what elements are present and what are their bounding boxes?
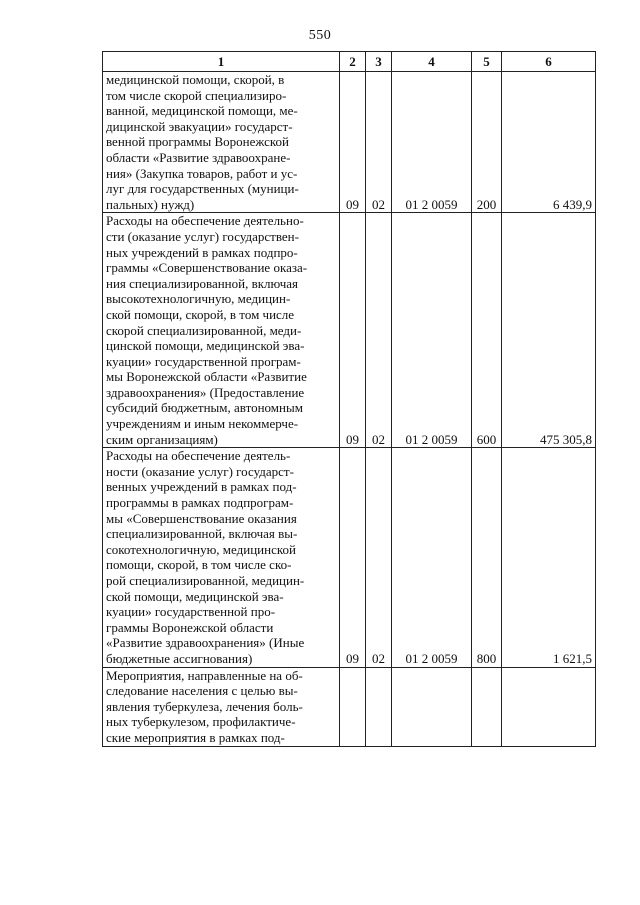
table-header-row [103, 52, 596, 72]
column-header: 3 [366, 52, 392, 72]
description-line: скорой специализированной, меди- [106, 322, 302, 338]
description-line: медицинской помощи, скорой, в [106, 72, 285, 87]
description-line: явления туберкулеза, лечения боль- [106, 698, 303, 714]
description-line: области «Развитие здравоохране- [106, 149, 291, 165]
amount-value [502, 667, 596, 746]
description-line: том числе скорой специализиро- [106, 87, 287, 103]
expense-type-code: 800 [472, 448, 502, 667]
target-article-code: 01 2 0059 [392, 72, 472, 213]
row-description [103, 448, 340, 667]
page-number: 550 [308, 28, 332, 43]
row-description [103, 667, 340, 746]
budget-table [102, 51, 596, 747]
section-code: 09 [340, 448, 366, 667]
table-row [103, 448, 596, 667]
description-line: куации» государственной про- [106, 604, 276, 620]
column-header: 4 [392, 52, 472, 72]
description-line: следование населения с целью вы- [106, 683, 298, 699]
row-description [103, 213, 340, 448]
subsection-code: 02 [366, 448, 392, 667]
description-line: ской помощи, медицинской эва- [106, 588, 284, 604]
description-line: Расходы на обеспечение деятель- [106, 448, 291, 464]
description-line: венной программы Воронежской [106, 134, 289, 150]
description-line: дицинской эвакуации» государст- [106, 118, 293, 134]
description-line: ской помощи, скорой, в том числе [106, 306, 295, 322]
description-line: Мероприятия, направленные на об- [106, 667, 303, 683]
description-line: помощи, скорой, в том числе ско- [106, 557, 292, 573]
description-line: цинской помощи, медицинской эва- [106, 338, 305, 354]
table-row [103, 213, 596, 448]
description-line: граммы Воронежской области [106, 619, 274, 635]
description-line: ванной, медицинской помощи, ме- [106, 103, 298, 119]
description-line: Расходы на обеспечение деятельно- [106, 213, 304, 229]
description-line: граммы «Совершенствование оказа- [106, 260, 308, 276]
description-line: сокотехнологичную, медицинской [106, 541, 296, 557]
target-article-code [392, 667, 472, 746]
expense-type-code [472, 667, 502, 746]
description-line: ским организациям) [106, 431, 218, 447]
description-line: «Развитие здравоохранения» (Иные [106, 635, 305, 651]
subsection-code [366, 667, 392, 746]
table-row [103, 72, 596, 213]
column-header: 1 [103, 52, 340, 72]
description-line: ские мероприятия в рамках под- [106, 729, 285, 745]
subsection-code: 02 [366, 72, 392, 213]
expense-type-code: 600 [472, 213, 502, 448]
description-line: бюджетные ассигнования) [106, 650, 253, 666]
description-line: мы «Совершенствование оказания [106, 510, 297, 526]
description-line: здравоохранения» (Предоставление [106, 384, 305, 400]
section-code: 09 [340, 213, 366, 448]
expense-type-code: 200 [472, 72, 502, 213]
description-line: высокотехнологичную, медицин- [106, 291, 291, 307]
description-line: луг для государственных (муници- [106, 181, 299, 197]
table-row [103, 667, 596, 746]
column-header: 2 [340, 52, 366, 72]
description-line: сти (оказание услуг) государствен- [106, 228, 299, 244]
amount-value: 475 305,8 [502, 213, 596, 448]
amount-value: 6 439,9 [502, 72, 596, 213]
row-description [103, 72, 340, 213]
description-line: рой специализированной, медицин- [106, 573, 305, 588]
description-line: пальных) нужд) [106, 196, 195, 212]
column-header: 6 [502, 52, 596, 72]
description-line: субсидий бюджетным, автономным [106, 400, 303, 416]
description-line: учреждениям и иным некоммерче- [106, 416, 299, 432]
section-code: 09 [340, 72, 366, 213]
column-header: 5 [472, 52, 502, 72]
section-code [340, 667, 366, 746]
description-line: ности (оказание услуг) государст- [106, 463, 294, 479]
description-line: куации» государственной програм- [106, 353, 301, 369]
description-line: ния» (Закупка товаров, работ и ус- [106, 165, 298, 181]
description-line: специализированной, включая вы- [106, 526, 298, 542]
description-line: ния специализированной, включая [106, 275, 299, 291]
target-article-code: 01 2 0059 [392, 213, 472, 448]
amount-value: 1 621,5 [502, 448, 596, 667]
description-line: программы в рамках подпрограм- [106, 495, 294, 511]
description-line: ных туберкулезом, профилактиче- [106, 714, 296, 730]
subsection-code: 02 [366, 213, 392, 448]
description-line: мы Воронежской области «Развитие [106, 369, 307, 385]
target-article-code: 01 2 0059 [392, 448, 472, 667]
description-line: венных учреждений в рамках под- [106, 479, 297, 495]
table-body [103, 72, 596, 747]
description-line: ных учреждений в рамках подпро- [106, 244, 298, 260]
